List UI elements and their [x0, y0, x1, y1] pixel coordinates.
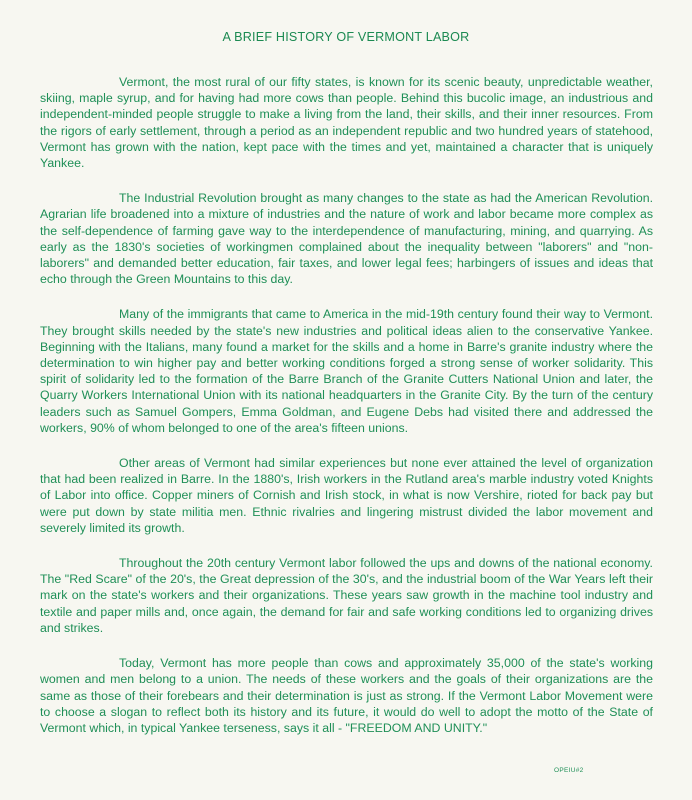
paragraph-20th-century: Throughout the 20th century Vermont labor followed the ups and downs of the national economy. The "Red Scare" of the 20's, the Great depression of the 30's, and the industrial boom of the War Years left their mark on the state's workers and their organizations. These years saw growth in the machine tool industry and textile and paper mills and, once again, the demand for fair and safe working conditions led to organizing drives and strikes.	[40, 556, 653, 635]
paragraph-industrial-revolution: The Industrial Revolution brought as many changes to the state as had the American Revolution. Agrarian life broadened into a mixture of industries and the nature of work and labor became more complex as the self-dependence of farming gave way to the interdependence of manufacturing, mining, and quarrying. As early as the 1830's societies of workingmen complained about the inequality between "laborers" and "non-laborers" and demanded better education, fair taxes, and lower legal fees; harbingers of issues and ideas that echo through the Green Mountains to this day.	[40, 191, 653, 287]
document-title: A BRIEF HISTORY OF VERMONT LABOR	[222, 30, 470, 44]
paragraph-today: Today, Vermont has more people than cows and approximately 35,000 of the state's working women and men belong to a union. The needs of these workers and the goals of their organizations are the same as those of their forebears and their determination is just as strong. If the Vermont Labor Movement were to choose a slogan to reflect both its history and its future, it would do well to adopt the motto of the State of Vermont which, in typical Yankee terseness, says it all - "FREEDOM AND UNITY."	[40, 656, 653, 735]
paragraph-other-areas: Other areas of Vermont had similar experiences but none ever attained the level of organization that had been realized in Barre. In the 1880's, Irish workers in the Rutland area's marble industry voted Knights of Labor into office. Copper miners of Cornish and Irish stock, in what is now Vershire, rioted for back pay but were put down by state militia men. Ethnic rivalries and lingering mistrust divided the labor movement and severely limited its growth.	[40, 456, 653, 535]
paragraph-immigrants: Many of the immigrants that came to America in the mid-19th century found their way to Vermont. They brought skills needed by the state's new industries and political ideas alien to the conservative Yankee. Beginning with the Italians, many found a market for the skills and a home in Barre's granite industry where the determination to win higher pay and better working conditions forged a strong sense of worker solidarity. This spirit of solidarity led to the formation of the Barre Branch of the Granite Cutters National Union and later, the Quarry Workers International Union with its national headquarters in the Granite City. By the turn of the century leaders such as Samuel Gompers, Emma Goldman, and Eugene Debs had visited there and addressed the workers, 90% of whom belonged to one of the area's fifteen unions.	[40, 307, 653, 435]
document-body	[40, 74, 653, 755]
union-label-mark: OPEIU#2	[554, 767, 584, 774]
paragraph-intro: Vermont, the most rural of our fifty states, is known for its scenic beauty, unpredictable weather, skiing, maple syrup, and for having had more cows than people. Behind this bucolic image, an industrious and independent-minded people struggle to make a living from the land, their skills, and their inner resources. From the rigors of early settlement, through a period as an independent republic and two hundred years of statehood, Vermont has grown with the nation, kept pace with the times and yet, maintained a character that is uniquely Yankee.	[40, 75, 653, 171]
